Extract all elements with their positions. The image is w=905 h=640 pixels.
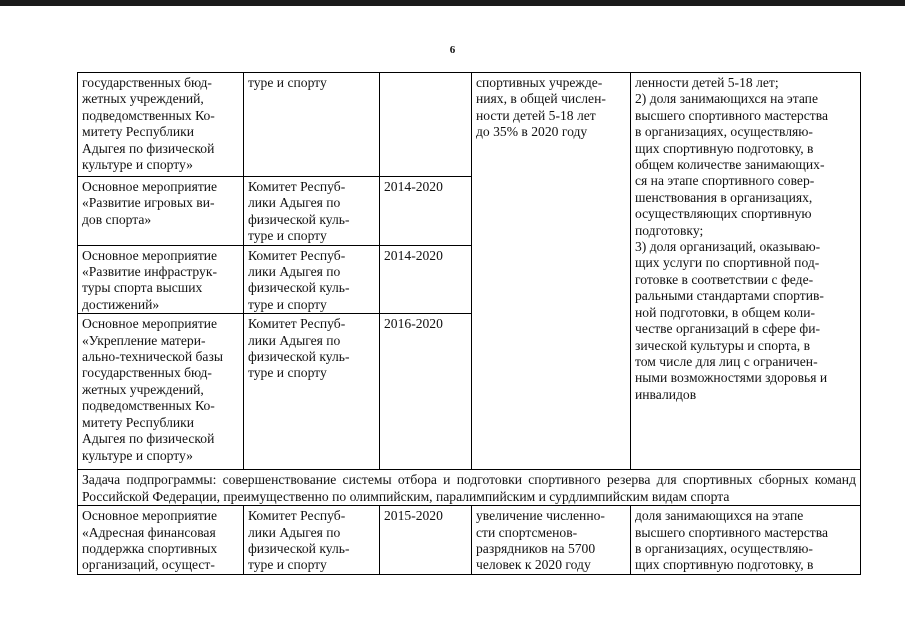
page-number: 6 <box>449 44 456 56</box>
table-row <box>78 506 861 575</box>
indicators-cell: доля занимающихся на этапе высшего спортивного мастерства в организациях, осуществляю- щих спортивную подготовку, в <box>631 506 861 575</box>
expected-result-cell: увеличение численно- сти спортсменов- разрядников на 5700 человек к 2020 году <box>472 506 631 575</box>
scan-top-edge <box>0 0 905 6</box>
period-cell <box>380 73 472 177</box>
table-row <box>78 73 861 177</box>
expected-result-cell: спортивных учрежде- ниях, в общей числен- ности детей 5-18 лет до 35% в 2020 году <box>472 73 631 470</box>
period-cell: 2014-2020 <box>380 177 472 246</box>
measure-name-cell: Основное мероприятие «Развитие инфраструк- туры спорта высших достижений» <box>78 245 244 314</box>
measures-table <box>77 72 861 575</box>
executor-cell: туре и спорту <box>244 73 380 177</box>
period-cell: 2016-2020 <box>380 314 472 470</box>
measure-name-cell: Основное мероприятие «Развитие игровых ви- дов спорта» <box>78 177 244 246</box>
executor-cell: Комитет Респуб- лики Адыгея по физической куль- туре и спорту <box>244 177 380 246</box>
executor-cell: Комитет Респуб- лики Адыгея по физической куль- туре и спорту <box>244 506 380 575</box>
executor-cell: Комитет Респуб- лики Адыгея по физической куль- туре и спорту <box>244 314 380 470</box>
task-row <box>78 470 861 506</box>
period-cell: 2014-2020 <box>380 245 472 314</box>
measure-name-cell: Основное мероприятие «Адресная финансовая поддержка спортивных организаций, осущест- <box>78 506 244 575</box>
executor-cell: Комитет Респуб- лики Адыгея по физической куль- туре и спорту <box>244 245 380 314</box>
measure-name-cell: государственных бюд- жетных учреждений, подведомственных Ко- митету Республики Адыгея по физической культуре и спорту» <box>78 73 244 177</box>
subprogram-task: Задача подпрограммы: совершенствование системы отбора и подготовки спортивного резерва для спортивных сборных команд Российской Федерации, преимущественно по олимпийским, паралимпийским и сурдлимпийским видам спорта <box>78 470 861 506</box>
period-cell: 2015-2020 <box>380 506 472 575</box>
indicators-cell: ленности детей 5-18 лет; 2) доля занимающихся на этапе высшего спортивного мастерства в организациях, осуществляю- щих спортивную подготовку, в общем количестве занимающих- ся на этапе спортивного совер- шенствования в организациях, осуществляющих спортивную подготовку; 3) доля организаций, оказываю- щих услуги по спортивной под- готовке в соответствии с феде- ральными стандартами спортив- ной подготовки, в общем коли- честве организаций в сфере фи- зической культуры и спорта, в том числе для лиц с ограничен- ными возможностями здоровья и инвалидов <box>631 73 861 470</box>
measure-name-cell: Основное мероприятие «Укрепление матери- ально-технической базы государственных бюд- жетных учреждений, подведомственных Ко- митету Республики Адыгея по физической культуре и спорту» <box>78 314 244 470</box>
